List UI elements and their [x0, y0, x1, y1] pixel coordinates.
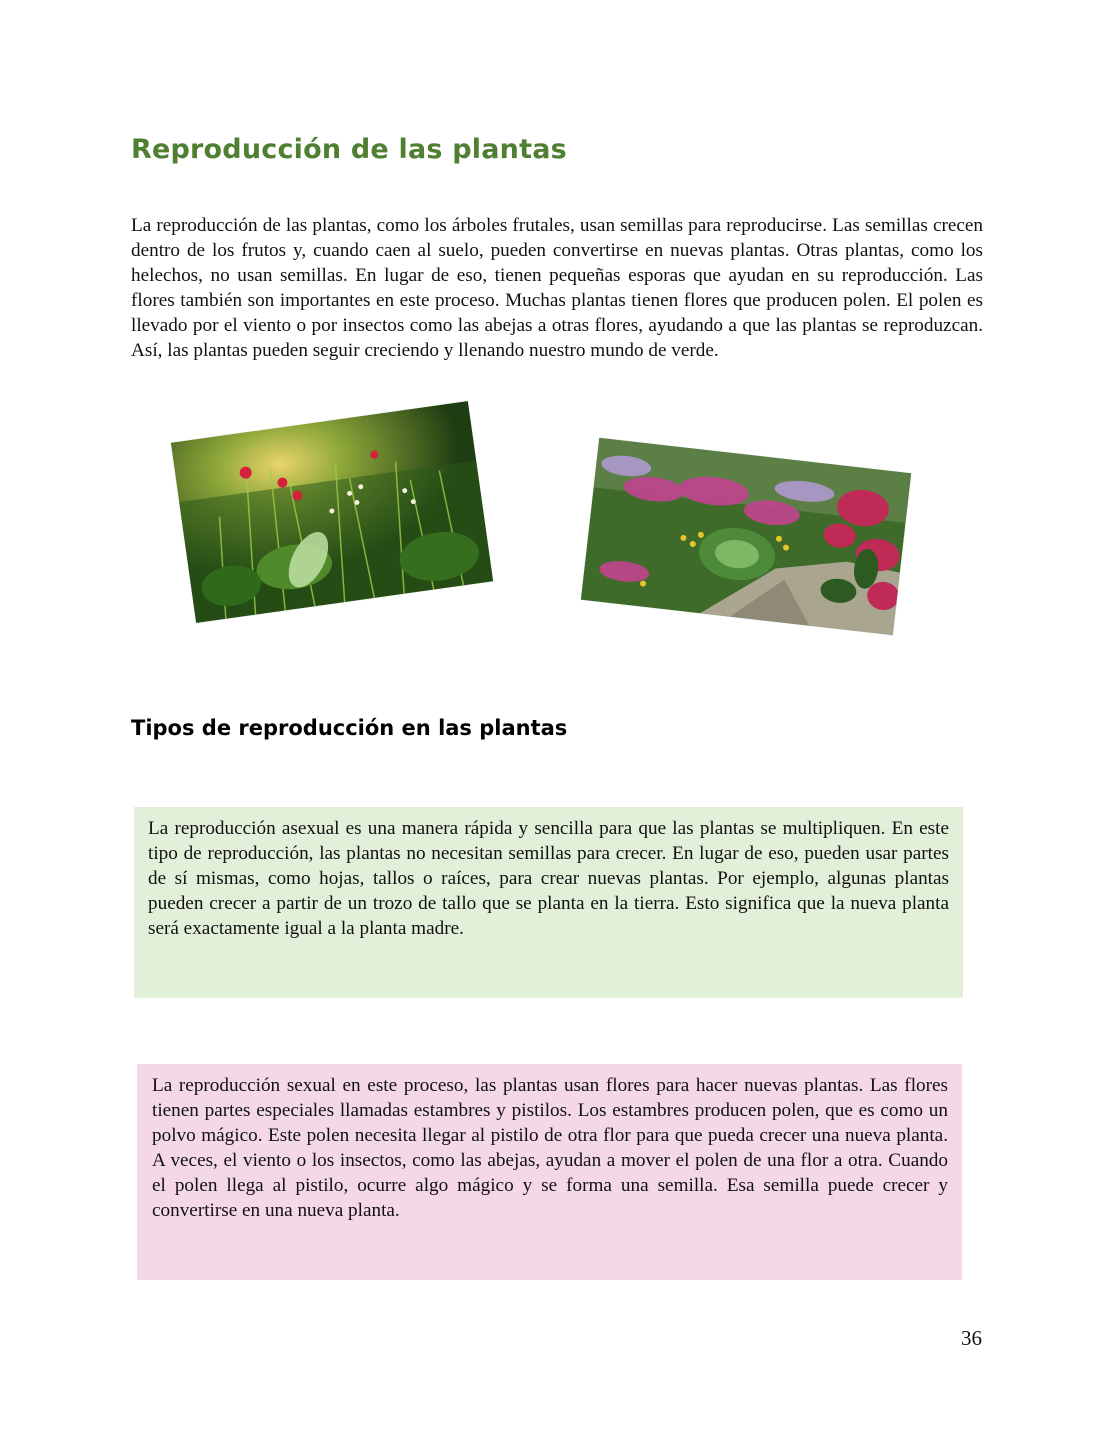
garden-sunlight-photo	[171, 401, 493, 623]
asexual-reproduction-box	[134, 807, 963, 998]
sexual-reproduction-text: La reproducción sexual en este proceso, las plantas usan flores para hacer nuevas plantas. Las flores tienen partes especiales llamadas estambres y pistilos. Los estambres producen polen, que es como un polvo mágico. Este polen necesita llegar al pistilo de otra flor para que pueda crecer una nueva planta. A veces, el viento o los insectos, como las abejas, ayudan a mover el polen de una flor a otra. Cuando el polen llega al pistilo, ocurre algo mágico y se forma una semilla. Esa semilla puede crecer y convertirse en una nueva planta.	[152, 1075, 948, 1221]
section-subtitle: Tipos de reproducción en las plantas	[131, 716, 568, 740]
garden-path-flowers-photo	[581, 438, 911, 635]
asexual-reproduction-text: La reproducción asexual es una manera rápida y sencilla para que las plantas se multipliquen. En este tipo de reproducción, las plantas no necesitan semillas para crecer. En lugar de eso, pueden usar partes de sí mismas, como hojas, tallos o raíces, para crear nuevas plantas. Por ejemplo, algunas plantas pueden crecer a partir de un trozo de tallo que se planta en la tierra. Esto significa que la nueva planta será exactamente igual a la planta madre.	[148, 818, 949, 939]
intro-paragraph: La reproducción de las plantas, como los árboles frutales, usan semillas para reproducirse. Las semillas crecen dentro de los frutos y, cuando caen al suelo, pueden convertirse en nuevas plantas. Otras plantas, como los helechos, no usan semillas. En lugar de eso, tienen pequeñas esporas que ayudan en su reproducción. Las flores también son importantes en este proceso. Muchas plantas tienen flores que producen polen. El polen es llevado por el viento o por insectos como las abejas a otras flores, ayudando a que las plantas se reproduzcan. Así, las plantas pueden seguir creciendo y llenando nuestro mundo de verde.	[131, 215, 983, 361]
sexual-reproduction-box	[137, 1064, 962, 1280]
page-title: Reproducción de las plantas	[131, 134, 567, 165]
page-number: 36	[961, 1326, 982, 1350]
